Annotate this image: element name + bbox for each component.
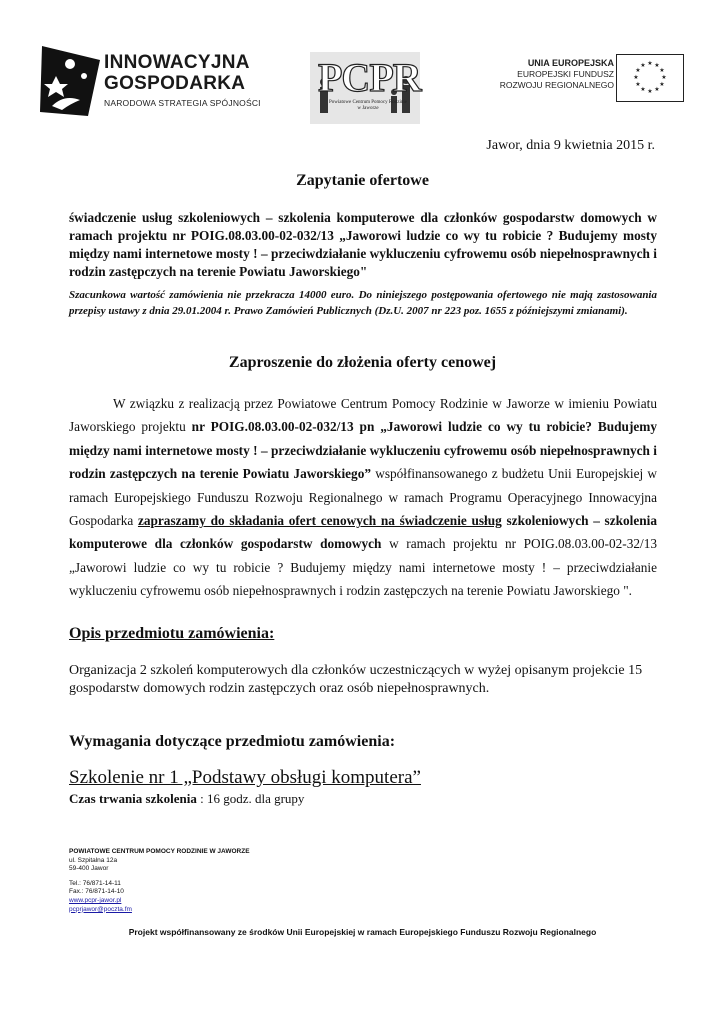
footer-email-link[interactable]: pcprjawor@poczta.fm: [69, 905, 132, 913]
svg-text:★: ★: [654, 62, 660, 69]
value-note: Szacunkowa wartość zamówienia nie przekracza 14000 euro. Do niniejszego postępowania ofertowego nie mają zastosowania przepisy ustawy z dnia 29.01.2004 r. Prawo Zamówień Publicznych (Dz.U. 2007 nr 223 poz. 1655 z późniejszymi zmianami).: [69, 289, 657, 317]
eu-flag-icon: [616, 54, 684, 102]
svg-text:★: ★: [659, 67, 665, 74]
svg-text:★: ★: [654, 86, 660, 93]
svg-text:★: ★: [635, 67, 641, 74]
svg-text:★: ★: [640, 62, 646, 69]
cofinanced-note: Projekt współfinansowany ze środków Unii Europejskiej w ramach Europejskiego Funduszu Rozwoju Regionalnego: [128, 927, 597, 937]
footer-tel: Tel.: 76/871-14-11: [69, 879, 121, 887]
section-text-opis: Organizacja 2 szkoleń komputerowych dla członków uczestniczących w wyżej opisanym projekcie 15 gospodarstw domowych rodzin zastępczych oraz osób niepełnosprawnych.: [69, 663, 643, 696]
invitation-title: Zaproszenie do złożenia oferty cenowej: [228, 354, 497, 371]
pcpr-logo-caption: Powiatowe Centrum Pomocy Rodzinie w Jaworze: [329, 100, 407, 111]
ig-logo-title: INNOWACYJNA GOSPODARKA: [104, 52, 250, 94]
svg-text:★: ★: [633, 74, 639, 81]
invitation-paragraph: W związku z realizacją przez Powiatowe Centrum Pomocy Rodzinie w Jaworze w imieniu Powiatu Jaworskiego projektu nr POIG.08.03.00-02-032/13 pn „Jaworowi ludzie co wy tu robicie? Budujemy między nami internetowe mosty ! – przeciwdziałanie wykluczeniu cyfrowemu osób niepełnosprawnych i rodzin zastępczych na terenie Powiatu Jaworskiego” współfinansowanego z budżetu Unii Europejskiej w ramach Europejskiego Funduszu Rozwoju Regionalnego w ramach Programu Operacyjnego Innowacyjna Gospodarka zapraszamy do składania ofert cenowych na świadczenie usług szkoleniowych – szkolenia komputerowe dla członków gospodarstw domowych w ramach projektu nr POIG.08.03.00-02-32/13 „Jaworowi ludzie co wy tu robicie ? Budujemy między nami internetowe mosty ! – przeciwdziałanie wykluczeniu cyfrowemu osób niepełnosprawnych i rodzin zastępczych na terenie Powiatu Jaworskiego ".: [69, 396, 657, 599]
footer-street: ul. Szpitalna 12a: [69, 856, 118, 864]
footer-org-name: POWIATOWE CENTRUM POMOCY RODZINIE W JAWORZE: [69, 848, 250, 855]
document-date: Jawor, dnia 9 kwietnia 2015 r.: [486, 138, 655, 153]
ig-emblem-icon: [40, 46, 102, 116]
svg-text:★: ★: [661, 74, 667, 81]
footer-www-link[interactable]: www.pcpr-jawor.pl: [69, 896, 122, 904]
intro-text: świadczenie usług szkoleniowych – szkolenia komputerowe dla członków gospodarstw domowych w ramach projektu nr POIG.08.03.00-02-032/13 „Jaworowi ludzie co wy tu robicie ? Budujemy mosty między nami internetowe mosty ! – przeciwdziałanie wykluczeniu cyfrowemu osób niepełnosprawnych i rodzin zastępczych na terenie Powiatu Jaworskiego": [69, 210, 657, 279]
svg-text:★: ★: [647, 88, 653, 95]
training-duration: Czas trwania szkolenia : 16 godz. dla grupy: [69, 791, 305, 806]
svg-text:★: ★: [640, 86, 646, 93]
ig-logo-tagline: NARODOWA STRATEGIA SPÓJNOŚCI: [104, 98, 261, 108]
footer-fax: Fax.: 76/871-14-10: [69, 888, 124, 896]
svg-text:★: ★: [647, 60, 653, 67]
eu-logo: [480, 54, 690, 104]
requirements-title: Wymagania dotyczące przedmiotu zamówienia:: [69, 733, 396, 750]
innowacyjna-gospodarka-logo: [40, 46, 280, 116]
training-title: Szkolenie nr 1 „Podstawy obsługi komputera”: [69, 767, 421, 788]
section-title-opis: Opis przedmiotu zamówienia:: [69, 625, 275, 642]
footer-city: 59-400 Jawor: [69, 865, 109, 873]
svg-text:★: ★: [659, 81, 665, 88]
footer-contact: [69, 848, 250, 914]
pcpr-logo-mark: PCPR: [318, 55, 421, 100]
pcpr-logo: [310, 52, 420, 124]
eu-logo-text: UNIA EUROPEJSKA EUROPEJSKI FUNDUSZ ROZWOJU REGIONALNEGO: [499, 58, 614, 90]
document-title: Zapytanie ofertowe: [296, 172, 429, 189]
svg-text:★: ★: [635, 81, 641, 88]
